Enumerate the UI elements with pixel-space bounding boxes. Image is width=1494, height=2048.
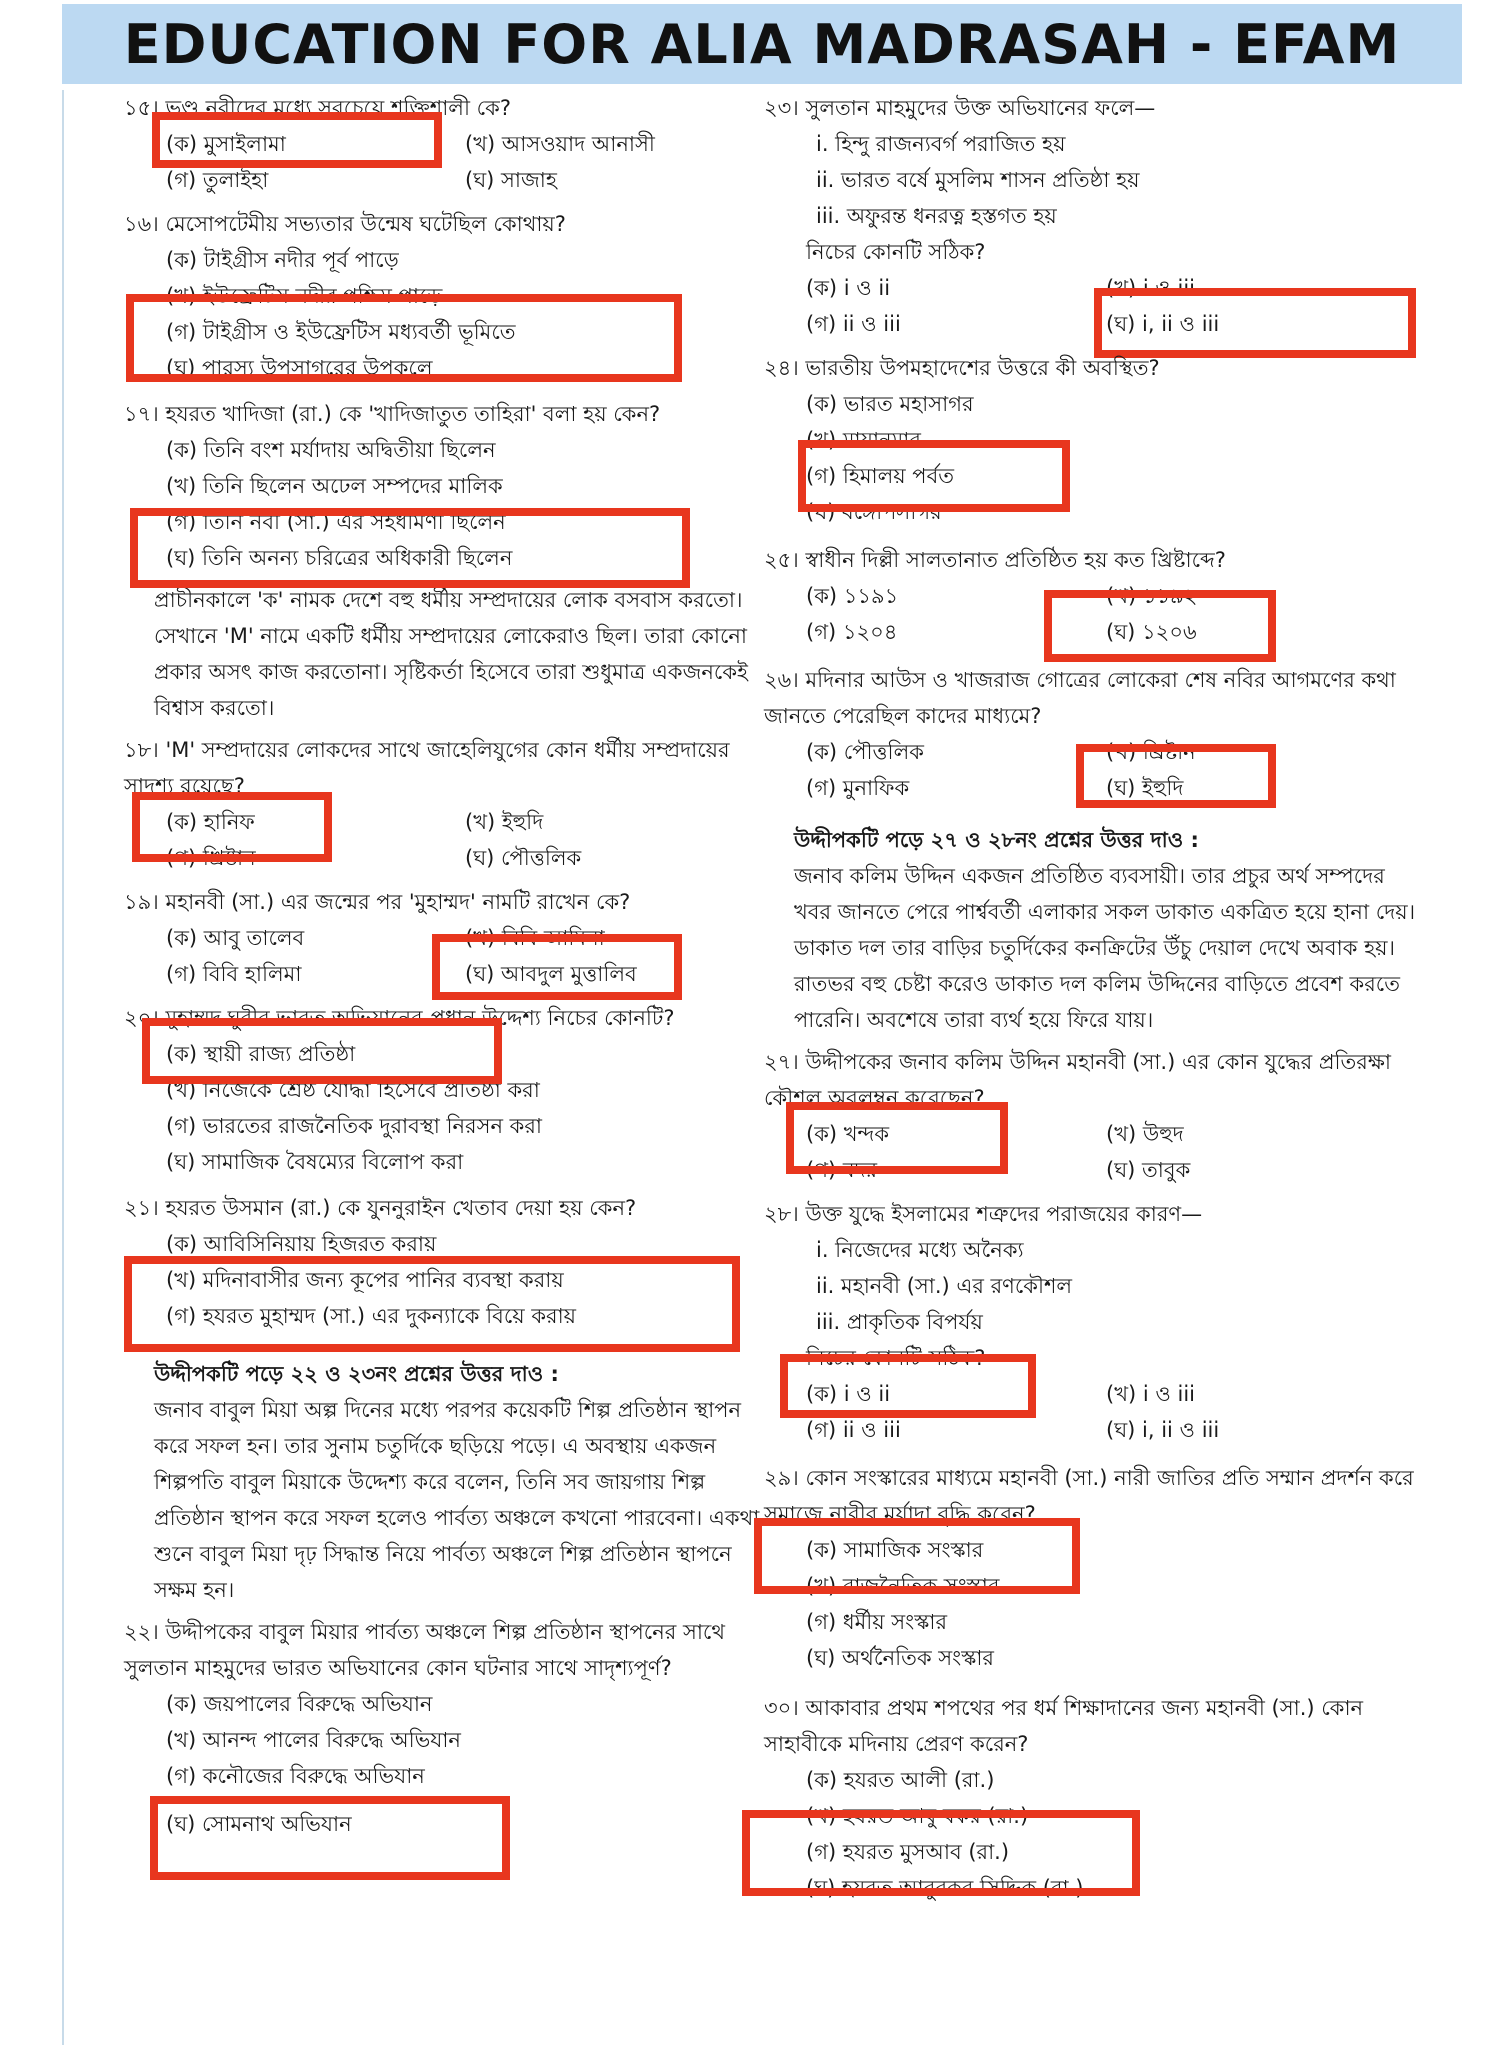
question-15 [124, 90, 764, 198]
option-d: (ঘ) ১২০৬ [1106, 620, 1197, 644]
question-text: ৩০। আকাবার প্রথম শপথের পর ধর্ম শিক্ষাদানের জন্য মহানবী (সা.) কোন সাহাবীকে মদিনায় প্রেরণ করেন? [764, 1696, 1364, 1756]
question-28 [764, 1196, 1424, 1448]
option-c: (গ) হিমালয় পর্বত [806, 464, 955, 488]
question-text: ২৭। উদ্দীপকের জনাব কলিম উদ্দিন মহানবী (সা.) এর কোন যুদ্ধের প্রতিরক্ষা কৌশল অবলম্বন করেছেন? [764, 1050, 1391, 1110]
option-b: (খ) খ্রিষ্টান [1106, 740, 1196, 764]
question-text: ১৬। মেসোপটেমীয় সভ্যতার উন্মেষ ঘটেছিল কোথায়? [124, 212, 566, 236]
option-b: (খ) বিবি আমিনা [465, 926, 605, 950]
option-b: (খ) নিজেকে শ্রেষ্ঠ যোদ্ধা হিসেবে প্রতিষ্ঠা করা [166, 1078, 540, 1102]
answer-highlight [142, 1018, 502, 1084]
option-b: (খ) i ও iii [1106, 276, 1195, 300]
option-d: (ঘ) তিনি অনন্য চরিত্রের অধিকারী ছিলেন [166, 546, 513, 570]
option-c: (গ) বদর [806, 1158, 878, 1182]
option-c: (গ) ১২০৪ [806, 620, 898, 644]
option-d: (ঘ) ইহুদি [1106, 776, 1184, 800]
option-c: (গ) কনৌজের বিরুদ্ধে অভিযান [166, 1764, 425, 1788]
question-text: ২৮। উক্ত যুদ্ধে ইসলামের শত্রুদের পরাজয়ের কারণ— [764, 1202, 1203, 1226]
question-23 [764, 90, 1424, 342]
option-d: (ঘ) সোমনাথ অভিযান [166, 1812, 352, 1836]
question-text: ২২। উদ্দীপকের বাবুল মিয়ার পার্বত্য অঞ্চলে শিল্প প্রতিষ্ঠান স্থাপনের সাথে সুলতান মাহমুদের ভারত অভিযানের কোন ঘটনার সাথে সাদৃশ্যপূর্ণ? [124, 1620, 725, 1680]
statement-iii: iii. অফুরন্ত ধনরত্ন হস্তগত হয় [816, 204, 1057, 228]
question-30 [764, 1690, 1424, 1906]
question-16 [124, 206, 764, 386]
question-prompt: নিচের কোনটি সঠিক? [806, 240, 986, 264]
option-c: (গ) ভারতের রাজনৈতিক দুরাবস্থা নিরসন করা [166, 1114, 542, 1138]
stimulus-passage [154, 1356, 764, 1608]
answer-highlight [130, 508, 690, 588]
question-prompt: নিচের কোনটি সঠিক? [806, 1346, 986, 1370]
option-d: (ঘ) i, ii ও iii [1106, 1418, 1220, 1442]
option-c: (গ) তিনি নবী (সা.) এর সহধর্মিণী ছিলেন [166, 510, 506, 534]
question-18 [124, 732, 764, 876]
answer-highlight [742, 1810, 1140, 1896]
option-d: (ঘ) পৌত্তলিক [465, 846, 582, 870]
answer-highlight [1076, 744, 1276, 808]
question-21 [124, 1190, 764, 1334]
option-d: (ঘ) সাজাহ [465, 168, 557, 192]
option-d: (ঘ) পারস্য উপসাগরের উপকূলে [166, 356, 433, 380]
question-text: ২৫। স্বাধীন দিল্লী সালতানাত প্রতিষ্ঠিত হয় কত খ্রিষ্টাব্দে? [764, 548, 1226, 572]
question-26 [764, 662, 1424, 806]
option-a: (ক) ভারত মহাসাগর [806, 392, 974, 416]
stimulus-heading: উদ্দীপকটি পড়ে ২৭ ও ২৮নং প্রশ্নের উত্তর দাও : [794, 828, 1199, 852]
page-header [62, 4, 1462, 84]
question-text: ২৯। কোন সংস্কারের মাধ্যমে মহানবী (সা.) নারী জাতির প্রতি সম্মান প্রদর্শন করে সমাজে নারীর মর্যাদা বৃদ্ধি করেন? [764, 1466, 1414, 1526]
option-a: (ক) i ও ii [806, 276, 891, 300]
stimulus-passage [794, 822, 1424, 1038]
question-20 [124, 1000, 764, 1180]
option-b: (খ) মদিনাবাসীর জন্য কূপের পানির ব্যবস্থা করায় [166, 1268, 564, 1292]
question-22 [124, 1614, 764, 1842]
question-text: ২১। হযরত উসমান (রা.) কে যুননুরাইন খেতাব দেয়া হয় কেন? [124, 1196, 637, 1220]
option-c: (গ) হযরত মুহাম্মদ (সা.) এর দুকন্যাকে বিয়ে করায় [166, 1304, 577, 1328]
option-b: (খ) ইহুদি [465, 810, 544, 834]
answer-highlight [132, 792, 332, 862]
option-b: (খ) হযরত আবু বকর (রা.) [806, 1804, 1029, 1828]
question-17 [124, 396, 764, 576]
option-b: (খ) আসওয়াদ আনাসী [465, 132, 655, 156]
option-c: (গ) বিবি হালিমা [166, 962, 302, 986]
option-a: (ক) সামাজিক সংস্কার [806, 1538, 984, 1562]
stimulus-passage: প্রাচীনকালে 'ক' নামক দেশে বহু ধর্মীয় সম্প্রদায়ের লোক বসবাস করতো। সেখানে 'M' নামে একটি ধর্মীয় সম্প্রদায়ের লোকেরাও ছিল। তারা কোনো প্রকার অসৎ কাজ করতোনা। সৃষ্টিকর্তা হিসেবে তারা শুধুমাত্র একজনকেই বিশ্বাস করতো। [154, 588, 748, 720]
question-29 [764, 1460, 1424, 1676]
answer-highlight [786, 1102, 1008, 1174]
option-b: (খ) রাজনৈতিক সংস্কার [806, 1574, 1000, 1598]
page-title: EDUCATION FOR ALIA MADRASAH - EFAM [123, 12, 1401, 76]
question-19 [124, 884, 764, 992]
option-d: (ঘ) তাবুক [1106, 1158, 1191, 1182]
answer-highlight [1044, 590, 1276, 662]
option-a: (ক) পৌত্তলিক [806, 740, 924, 764]
option-c: (গ) ধর্মীয় সংস্কার [806, 1610, 947, 1634]
question-24 [764, 350, 1424, 530]
answer-highlight [124, 1256, 740, 1352]
statement-ii: ii. ভারত বর্ষে মুসলিম শাসন প্রতিষ্ঠা হয় [816, 168, 1140, 192]
answer-highlight [754, 1518, 1080, 1594]
question-text: ১৫। ভণ্ড নবীদের মধ্যে সবচেয়ে শক্তিশালী কে? [124, 96, 511, 120]
statement-iii: iii. প্রাকৃতিক বিপর্যয় [816, 1310, 983, 1334]
statement-i: i. হিন্দু রাজন্যবর্গ পরাজিত হয় [816, 132, 1066, 156]
option-a: (ক) i ও ii [806, 1382, 891, 1406]
exam-page [62, 90, 1464, 2045]
option-c: (গ) তুলাইহা [166, 168, 269, 192]
question-text: ২০। মুহাম্মদ ঘুরীর ভারত অভিযানের প্রধান উদ্দেশ্য নিচের কোনটি? [124, 1006, 675, 1030]
question-text: ১৮। 'M' সম্প্রদায়ের লোকদের সাথে জাহেলিযুগের কোন ধর্মীয় সম্প্রদায়ের সাদৃশ্য রয়েছে? [124, 738, 730, 798]
question-text: ২৩। সুলতান মাহমুদের উক্ত অভিযানের ফলে— [764, 96, 1156, 120]
option-d: (ঘ) আবদুল মুত্তালিব [465, 962, 637, 986]
question-text: ২৪। ভারতীয় উপমহাদেশের উত্তরে কী অবস্থিত? [764, 356, 1160, 380]
option-a: (ক) আবু তালেব [166, 926, 305, 950]
option-a: (ক) টাইগ্রীস নদীর পূর্ব পাড়ে [166, 248, 399, 272]
stimulus-heading: উদ্দীপকটি পড়ে ২২ ও ২৩নং প্রশ্নের উত্তর দাও : [154, 1362, 559, 1386]
question-text: ১৭। হযরত খাদিজা (রা.) কে 'খাদিজাতুত তাহিরা' বলা হয় কেন? [124, 402, 661, 426]
option-b: (খ) মায়ানমার [806, 428, 921, 452]
question-text: ২৬। মদিনার আউস ও খাজরাজ গোত্রের লোকেরা শেষ নবির আগমণের কথা জানতে পেরেছিল কাদের মাধ্যমে? [764, 668, 1396, 728]
option-a: (ক) হযরত আলী (রা.) [806, 1768, 995, 1792]
stimulus-text: জনাব বাবুল মিয়া অল্প দিনের মধ্যে পরপর কয়েকটি শিল্প প্রতিষ্ঠান স্থাপন করে সফল হন। তার সুনাম চতুর্দিকে ছড়িয়ে পড়ে। এ অবস্থায় একজন শিল্পপতি বাবুল মিয়াকে উদ্দেশ্য করে বলেন, তিনি সব জায়গায় শিল্প প্রতিষ্ঠান স্থাপন করে সফল হলেও পার্বত্য অঞ্চলে কখনো পারবেনা। একথা শুনে বাবুল মিয়া দৃঢ় সিদ্ধান্ত নিয়ে পার্বত্য অঞ্চলে শিল্প প্রতিষ্ঠান স্থাপনে সক্ষম হন। [154, 1398, 760, 1602]
option-b: (খ) ১১৯২ [1106, 584, 1198, 608]
option-a: (ক) তিনি বংশ মর্যাদায় অদ্বিতীয়া ছিলেন [166, 438, 496, 462]
answer-highlight [780, 1354, 1036, 1418]
stimulus-text: জনাব কলিম উদ্দিন একজন প্রতিষ্ঠিত ব্যবসায়ী। তার প্রচুর অর্থ সম্পদের খবর জানতে পেরে পার্শ্ববর্তী এলাকার সকল ডাকাত একত্রিত হয়ে হানা দেয়। ডাকাত দল তার বাড়ির চতুর্দিকের কনক্রিটের উঁচু দেয়াল দেখে অবাক হয়। রাতভর বহু চেষ্টা করেও ডাকাত দল কলিম উদ্দিনের বাড়িতে প্রবেশ করতে পারেনি। অবশেষে তারা ব্যর্থ হয়ে ফিরে যায়। [794, 864, 1416, 1032]
option-c: (গ) ii ও iii [806, 1418, 901, 1442]
option-c: (গ) ii ও iii [806, 312, 901, 336]
option-a: (ক) মুসাইলামা [166, 132, 286, 156]
option-c: (গ) খ্রিষ্টান [166, 846, 256, 870]
question-27 [764, 1044, 1424, 1188]
option-a: (ক) খন্দক [806, 1122, 890, 1146]
option-c: (গ) হযরত মুসআব (রা.) [806, 1840, 1010, 1864]
answer-highlight [150, 1796, 510, 1880]
option-d: (ঘ) সামাজিক বৈষম্যের বিলোপ করা [166, 1150, 464, 1174]
option-a: (ক) স্থায়ী রাজ্য প্রতিষ্ঠা [166, 1042, 356, 1066]
option-b: (খ) আনন্দ পালের বিরুদ্ধে অভিযান [166, 1728, 461, 1752]
left-column [124, 90, 764, 1842]
option-b: (খ) ইউফ্রেটিস নদীর পশ্চিম পাড়ে [166, 284, 443, 308]
option-b: (খ) i ও iii [1106, 1382, 1195, 1406]
option-c: (গ) মুনাফিক [806, 776, 910, 800]
option-a: (ক) আবিসিনিয়ায় হিজরত করায় [166, 1232, 437, 1256]
option-d: (ঘ) বঙ্গোপসাগর [806, 500, 942, 524]
option-b: (খ) উহুদ [1106, 1122, 1184, 1146]
option-d: (ঘ) হযরত আবুবকর সিদ্দিক (রা.) [806, 1876, 1084, 1900]
option-a: (ক) হানিফ [166, 810, 255, 834]
right-column [764, 90, 1424, 1906]
option-a: (ক) জয়পালের বিরুদ্ধে অভিযান [166, 1692, 433, 1716]
option-b: (খ) তিনি ছিলেন অঢেল সম্পদের মালিক [166, 474, 503, 498]
answer-highlight [1094, 288, 1416, 358]
statement-i: i. নিজেদের মধ্যে অনৈক্য [816, 1238, 1024, 1262]
answer-highlight [126, 294, 682, 382]
answer-highlight [798, 440, 1070, 512]
answer-highlight [432, 934, 682, 1000]
option-a: (ক) ১১৯১ [806, 584, 899, 608]
option-c: (গ) টাইগ্রীস ও ইউফ্রেটিস মধ্যবর্তী ভূমিতে [166, 320, 516, 344]
question-25 [764, 542, 1424, 650]
question-text: ১৯। মহানবী (সা.) এর জন্মের পর 'মুহাম্মদ' নামটি রাখেন কে? [124, 890, 631, 914]
option-d: (ঘ) i, ii ও iii [1106, 312, 1220, 336]
option-d: (ঘ) অর্থনৈতিক সংস্কার [806, 1646, 994, 1670]
statement-ii: ii. মহানবী (সা.) এর রণকৌশল [816, 1274, 1073, 1298]
answer-highlight [152, 112, 442, 168]
